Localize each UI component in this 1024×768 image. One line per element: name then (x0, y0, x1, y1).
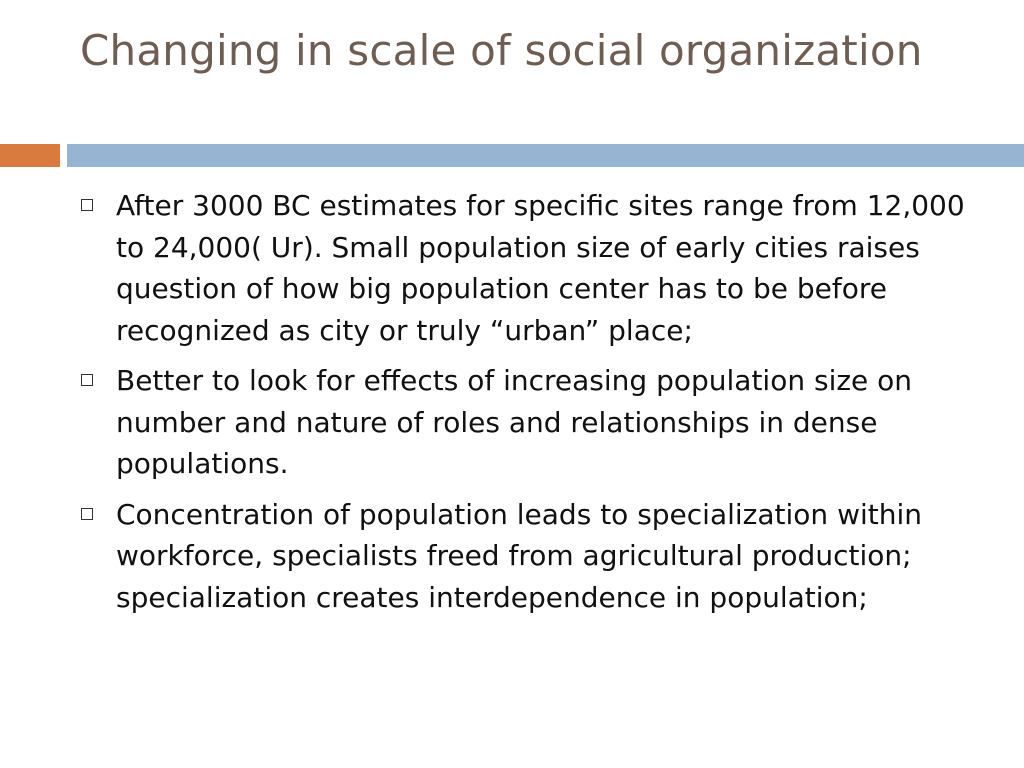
bullet-text: Better to look for effects of increasing population size on number and nature of roles and relationships in dense populations. (116, 364, 913, 480)
bullet-list (76, 185, 976, 627)
title-accent-bar (0, 144, 60, 167)
slide-title: Changing in scale of social organization (80, 26, 923, 75)
hollow-square-bullet-icon (81, 374, 93, 386)
hollow-square-bullet-icon (81, 508, 93, 520)
bullet-item (76, 494, 976, 619)
hollow-square-bullet-icon (81, 199, 93, 211)
title-divider-bar (67, 144, 1024, 167)
bullet-item (76, 360, 976, 485)
bullet-text: After 3000 BC estimates for specific sites range from 12,000 to 24,000( Ur). Small population size of early cities raises question of how big population center has to be before recognized as city or truly “urban” place; (116, 189, 965, 347)
bullet-item (76, 185, 976, 351)
bullet-text: Concentration of population leads to specialization within workforce, specialists freed from agricultural production; specialization creates interdependence in population; (116, 497, 922, 614)
